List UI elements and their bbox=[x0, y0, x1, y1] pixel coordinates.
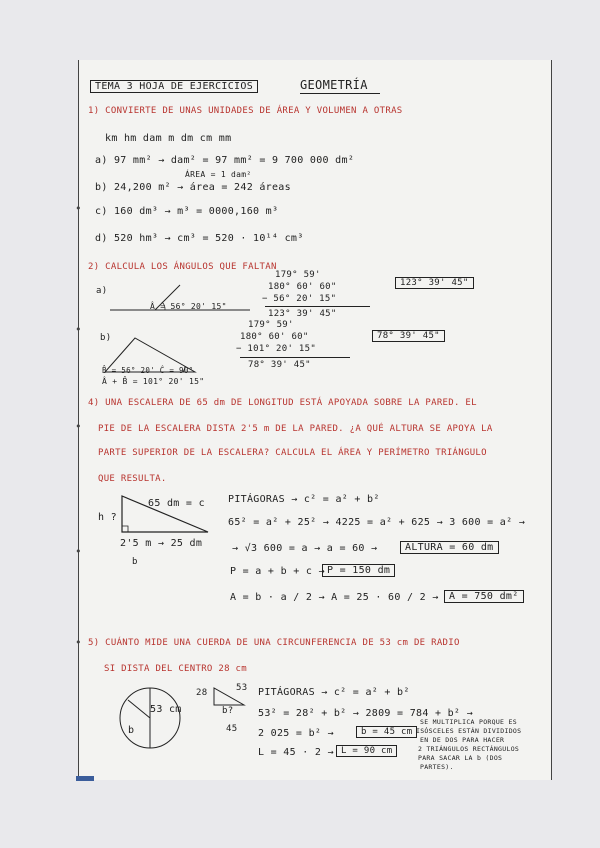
q1-b: b) 24,200 m² → área = 242 áreas bbox=[95, 182, 291, 193]
q5-note-5: PARA SACAR LA b (DOS bbox=[418, 754, 503, 762]
q2b-arc bbox=[183, 366, 185, 372]
q4-base: 2'5 m → 25 dm bbox=[120, 538, 203, 549]
q5-tri-53: 53 bbox=[236, 683, 248, 693]
q5-eq3: L = 45 · 2 → bbox=[258, 747, 334, 758]
q4-line3: PARTE SUPERIOR DE LA ESCALERA? CALCULA EL ÁREA Y PERÍMETRO TRIÁNGULO bbox=[98, 448, 487, 458]
q2-a-given: Â = 56° 20' 15" bbox=[150, 302, 227, 311]
q2-b-given: B̂ = 56° 20' Ĉ = 90° bbox=[102, 366, 194, 375]
bullet-mark: • bbox=[75, 323, 82, 336]
q1-c: c) 160 dm³ → m³ = 0000,160 m³ bbox=[95, 206, 279, 217]
q4-res-per: P = 150 dm bbox=[322, 564, 395, 577]
q5-line2: SI DISTA DEL CENTRO 28 cm bbox=[104, 664, 247, 674]
bullet-mark: • bbox=[75, 202, 82, 215]
bullet-mark: • bbox=[75, 636, 82, 649]
q1-d: d) 520 hm³ → cm³ = 520 · 10¹⁴ cm³ bbox=[95, 233, 304, 244]
q4-eq4: A = b · a / 2 → A = 25 · 60 / 2 → bbox=[230, 592, 439, 603]
q4-base-b: b bbox=[132, 557, 138, 567]
q2-b-work-4: 78° 39' 45" bbox=[248, 360, 311, 370]
q4-pyth: PITÁGORAS → c² = a² + b² bbox=[228, 494, 380, 505]
q4-hyp: 65 dm = c bbox=[148, 498, 205, 509]
q2-b-work-1: 179° 59' bbox=[248, 320, 294, 330]
q1-a-note: ÁREA = 1 dam² bbox=[185, 170, 252, 179]
q4-res-alt: ALTURA = 60 dm bbox=[400, 541, 499, 554]
q5-tri-28: 28 bbox=[196, 688, 208, 698]
q2-title: 2) CALCULA LOS ÁNGULOS QUE FALTAN bbox=[88, 262, 277, 272]
q2b-triangle bbox=[105, 338, 195, 372]
q5-res-b: b = 45 cm bbox=[356, 726, 417, 738]
q2-a-result: 123° 39' 45" bbox=[395, 277, 474, 289]
q4-line4: QUE RESULTA. bbox=[98, 474, 167, 484]
q4-title: 4) UNA ESCALERA DE 65 dm DE LONGITUD ESTÁ APOYADA SOBRE LA PARED. EL bbox=[88, 398, 477, 408]
subject-title: GEOMETRÍA bbox=[300, 78, 368, 92]
q4-res-area: A = 750 dm² bbox=[444, 590, 524, 603]
q5-small-triangle bbox=[214, 688, 244, 705]
q5-res-l: L = 90 cm bbox=[336, 745, 397, 757]
q2-a-work-1: 179° 59' bbox=[275, 270, 321, 280]
q2-b-work-3: − 101° 20' 15" bbox=[236, 344, 317, 354]
q4-line2: PIE DE LA ESCALERA DISTA 2'5 m DE LA PARED. ¿A QUÉ ALTURA SE APOYA LA bbox=[98, 424, 493, 434]
q5-note-2: ISÓSCELES ESTÁN DIVIDIDOS bbox=[416, 727, 522, 735]
q5-tri-b: b? bbox=[222, 706, 234, 716]
q2-a-work-3: − 56° 20' 15" bbox=[262, 294, 337, 304]
q5-note-1: SE MULTIPLICA PORQUE ES bbox=[420, 718, 517, 726]
q2-a-label: a) bbox=[96, 286, 108, 296]
q4-eq1: 65² = a² + 25² → 4225 = a² + 625 → 3 600 = a² → bbox=[228, 517, 526, 528]
q5-note-3: EN DE DOS PARA HACER bbox=[420, 736, 505, 744]
q2-b-label: b) bbox=[100, 333, 112, 343]
q5-pyth: PITÁGORAS → c² = a² + b² bbox=[258, 687, 410, 698]
q5-radius: 53 cm bbox=[150, 704, 182, 715]
q2-a-work-2: 180° 60' 60" bbox=[268, 282, 337, 292]
q5-title: 5) CUÁNTO MIDE UNA CUERDA DE UNA CIRCUNFERENCIA DE 53 cm DE RADIO bbox=[88, 638, 460, 648]
bullet-mark: • bbox=[75, 420, 82, 433]
q1-a: a) 97 mm² → dam² = 97 mm² = 9 700 000 dm² bbox=[95, 155, 355, 166]
q5-eq1: 53² = 28² + b² → 2809 = 784 + b² → bbox=[258, 708, 473, 719]
q4-right-angle bbox=[122, 526, 128, 532]
q4-eq3: P = a + b + c → bbox=[230, 566, 325, 577]
q5-b-label: b bbox=[128, 725, 135, 736]
q4-height: h ? bbox=[98, 512, 117, 523]
tema-header: TEMA 3 HOJA DE EJERCICIOS bbox=[90, 80, 258, 93]
q5-chord-line bbox=[128, 700, 150, 718]
q1-title: 1) CONVIERTE DE UNAS UNIDADES DE ÁREA Y VOLUMEN A OTRAS bbox=[88, 106, 403, 116]
q2-b-sum: Â + B̂ = 101° 20' 15" bbox=[102, 377, 205, 386]
q5-eq2: 2 025 = b² → bbox=[258, 728, 334, 739]
q2-b-work-2: 180° 60' 60" bbox=[240, 332, 309, 342]
q2-b-result: 78° 39' 45" bbox=[372, 330, 445, 342]
q5-note-4: 2 TRIÁNGULOS RECTÁNGULOS bbox=[418, 745, 520, 753]
q5-tri-45: 45 bbox=[226, 724, 238, 734]
q4-triangle bbox=[122, 496, 208, 532]
q2a-ray bbox=[155, 285, 180, 310]
q2-a-work-4: 123° 39' 45" bbox=[268, 309, 337, 319]
bullet-mark: • bbox=[75, 545, 82, 558]
q4-eq2: → √3 600 = a → a = 60 → bbox=[232, 543, 378, 554]
q5-note-6: PARTES). bbox=[420, 763, 454, 771]
q1-units: km hm dam m dm cm mm bbox=[105, 133, 232, 144]
